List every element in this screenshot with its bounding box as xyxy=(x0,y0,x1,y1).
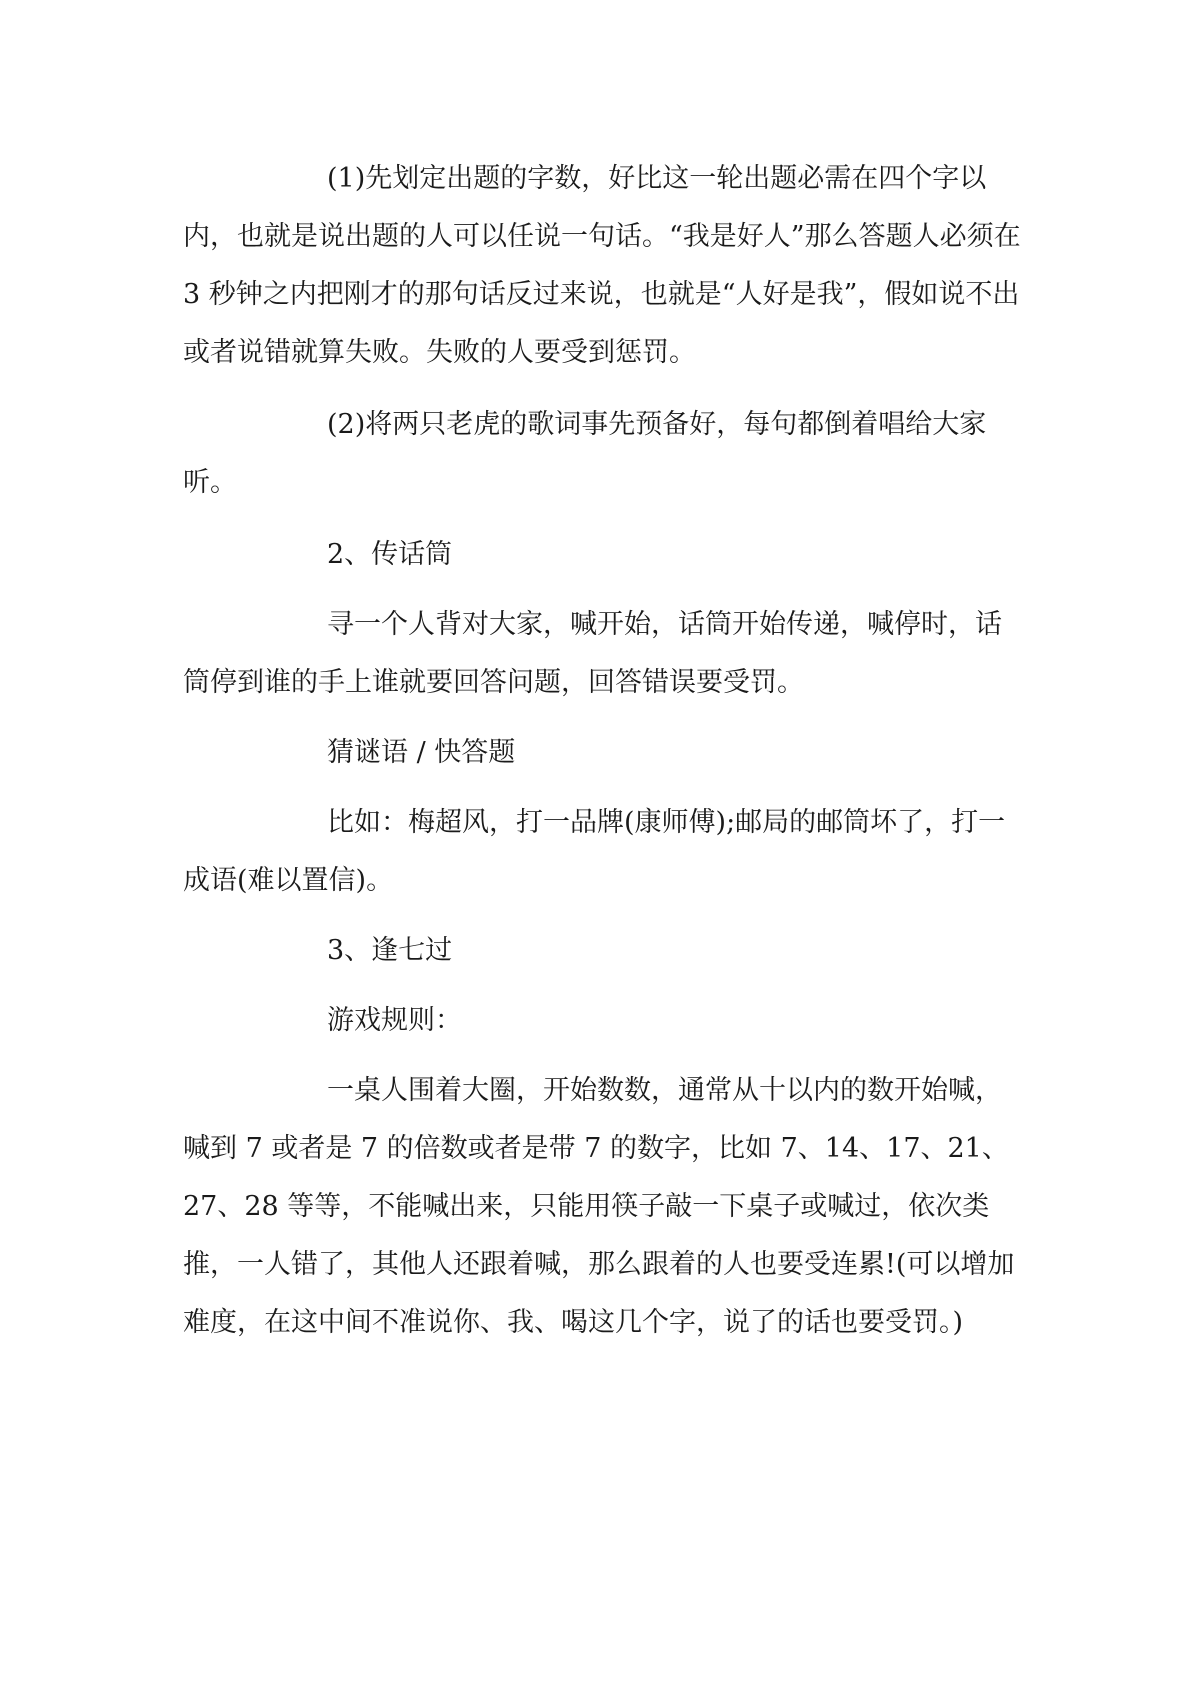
section-heading-2: 2、传话筒 xyxy=(327,539,453,570)
paragraph-skip-seven-rules: 一桌人围着大圈，开始数数，通常从十以内的数开始喊，喊到 7 或者是 7 的倍数或者是带 7 的数字，比如 7、14、17、21、27、28 等等，不能喊出来，只能用筷子敲一下桌子或喊过，依次类推，一人错了，其他人还跟着喊，那么跟着的人也要受连累!(可以增加难度，在这中间不准说你、我、喝这几个字，说了的话也要受罚。) xyxy=(183,1075,1015,1338)
paragraph-rule-1: (1)先划定出题的字数，好比这一轮出题必需在四个字以内，也就是说出题的人可以任说一句话。“我是好人”那么答题人必须在 3 秒钟之内把刚才的那句话反过来说，也就是“人好是我”，假如说不出或者说错就算失败。失败的人要受到惩罚。 xyxy=(183,163,1021,368)
paragraph-rule-2: (2)将两只老虎的歌词事先预备好，每句都倒着唱给大家听。 xyxy=(183,409,987,498)
document-body xyxy=(183,150,1023,1352)
paragraph-riddle-examples: 比如：梅超风，打一品牌(康师傅);邮局的邮筒坏了，打一成语(难以置信)。 xyxy=(183,807,1006,896)
section-heading-3: 3、逢七过 xyxy=(327,935,453,966)
subheading-game-rules: 游戏规则： xyxy=(327,1005,462,1036)
paragraph-telephone-game: 寻一个人背对大家，喊开始，话筒开始传递，喊停时，话筒停到谁的手上谁就要回答问题，回答错误要受罚。 xyxy=(183,609,1002,698)
subheading-riddles: 猜谜语 / 快答题 xyxy=(327,737,516,768)
